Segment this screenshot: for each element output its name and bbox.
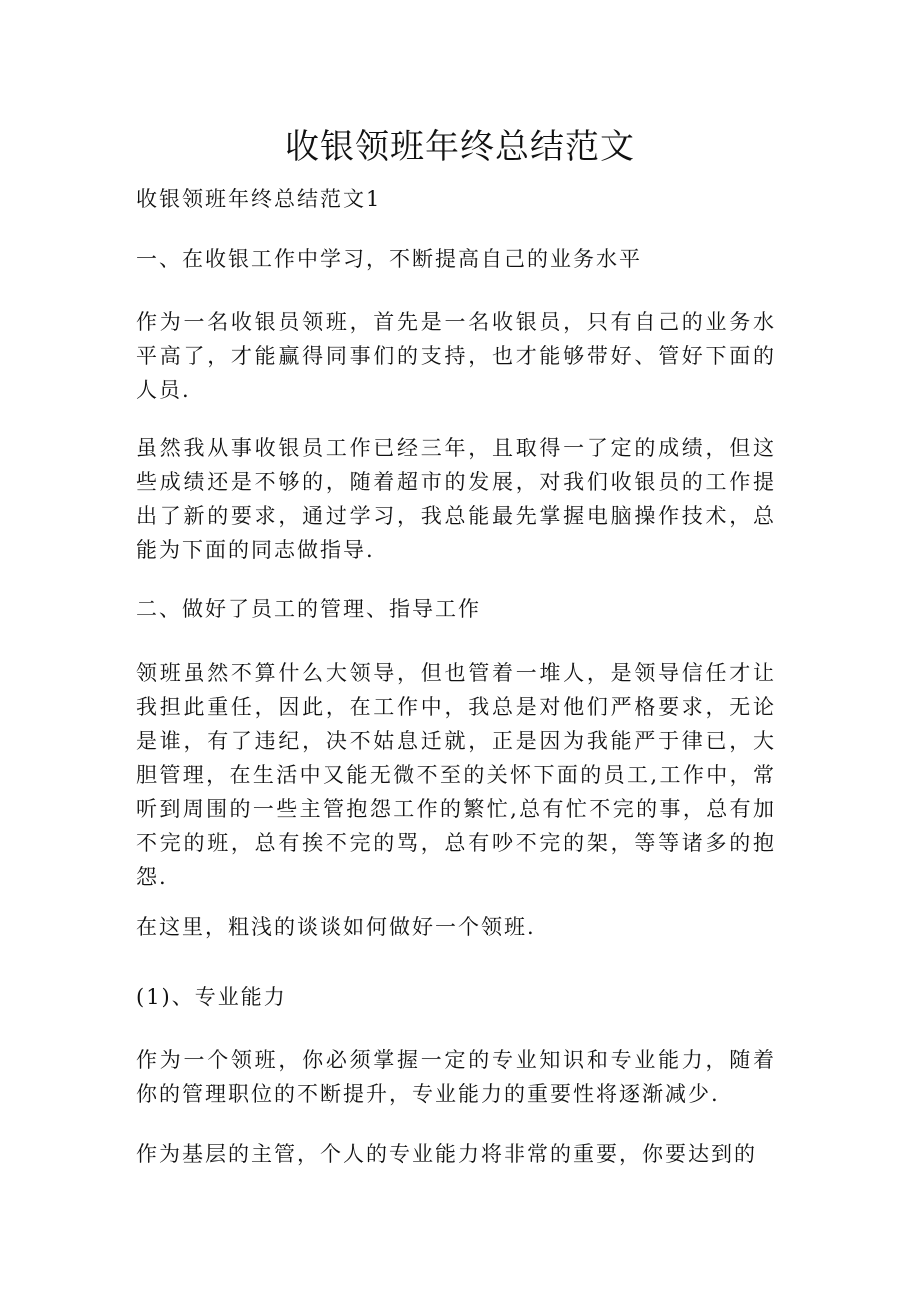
paragraph-2: 虽然我从事收银员工作已经三年，且取得一了定的成绩，但这些成绩还是不够的，随着超市的发展，对我们收银员的工作提出了新的要求，通过学习，我总能最先掌握电脑操作技术，总能为下面的同志做指导. — [136, 436, 776, 562]
document-title: 收银领班年终总结范文 — [285, 127, 635, 167]
paragraph-5: 作为一个领班，你必须掌握一定的专业知识和专业能力，随着你的管理职位的不断提升，专业能力的重要性将逐渐减少. — [136, 1048, 776, 1106]
section-heading-3: (1)、专业能力 — [136, 985, 287, 1009]
paragraph-3: 领班虽然不算什么大领导，但也管着一堆人，是领导信任才让我担此重任，因此，在工作中，我总是对他们严格要求，无论是谁，有了违纪，决不姑息迁就，正是因为我能严于律已，大胆管理，在生活中又能无微不至的关怀下面的员工,工作中，常听到周围的一些主管抱怨工作的繁忙,总有忙不完的事，总有加不完的班，总有挨不完的骂，总有吵不完的架，等等诸多的抱怨. — [136, 661, 776, 889]
document-subtitle: 收银领班年终总结范文1 — [136, 187, 382, 211]
paragraph-1: 作为一名收银员领班，首先是一名收银员，只有自己的业务水平高了，才能赢得同事们的支持，也才能够带好、管好下面的人员. — [136, 310, 776, 402]
paragraph-6: 作为基层的主管，个人的专业能力将非常的重要，你要达到的 — [136, 1142, 757, 1166]
section-heading-1: 一、在收银工作中学习，不断提高自己的业务水平 — [136, 247, 642, 271]
paragraph-4: 在这里，粗浅的谈谈如何做好一个领班. — [136, 915, 536, 939]
section-heading-2: 二、做好了员工的管理、指导工作 — [136, 597, 481, 621]
